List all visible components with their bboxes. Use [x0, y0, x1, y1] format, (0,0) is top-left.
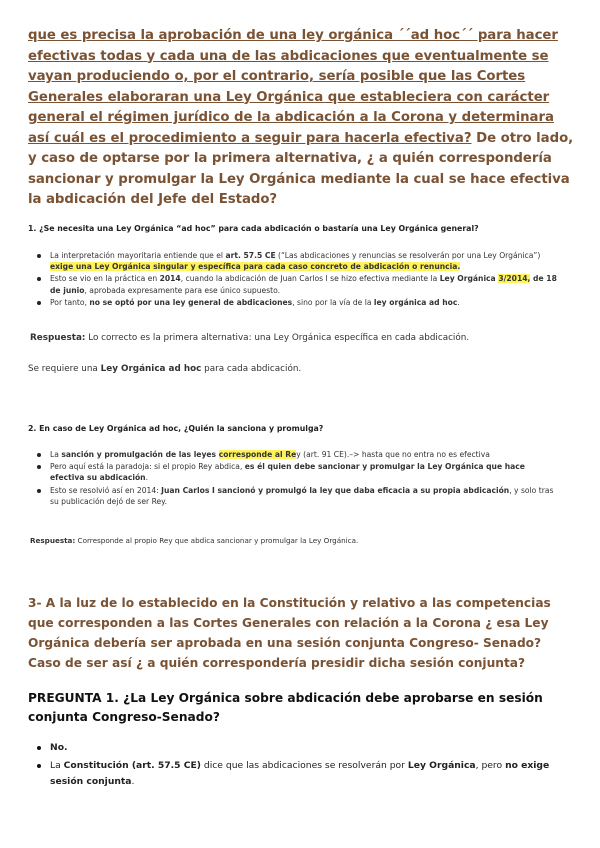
q2-answer: Respuesta: Corresponde al propio Rey que abdica sancionar y promulgar la Ley Orgánica.: [30, 536, 359, 545]
list-item: La Constitución (art. 57.5 CE) dice que las abdicaciones se resolverán por Ley Orgánica, pero no exige sesión conjunta.: [28, 758, 568, 790]
highlighted-text: 3/2014,: [498, 274, 531, 284]
list-item: No.: [28, 740, 568, 756]
bullet-icon: [37, 746, 41, 750]
intro-underlined-text: que es precisa la aprobación de una ley orgánica ´´ad hoc´´ para hacer efectivas todas y cada una de las abdicaciones que eventualmente se vayan produciendo o, por el contrario, sería posible que las Cortes Generales elaboraran una Ley Orgánica que estableciera con carácter general el régimen jurídico de la abdicación a la Corona y determinara así cuál es el procedimiento a seguir para hacerla efectiva?: [28, 28, 558, 146]
list-item: La sanción y promulgación de las leyes corresponde al Rey (art. 91 CE).–> hasta que no entra no es efectiva: [28, 449, 558, 460]
list-item: Esto se resolvió así en 2014: Juan Carlos I sancionó y promulgó la ley que daba eficacia a su propia abdicación, y solo tras su publicación dejó de ser Rey.: [28, 485, 558, 507]
bullet-icon: [37, 489, 41, 493]
bullet-icon: [37, 254, 41, 258]
highlighted-text: corresponde al Re: [218, 450, 297, 459]
bullet-icon: [37, 764, 41, 768]
bullet-icon: [37, 465, 41, 469]
bullet-icon: [37, 301, 41, 305]
pregunta1-bullet-list: [28, 740, 568, 790]
answer-label: Respuesta:: [30, 536, 76, 545]
q1-answer: Respuesta: Lo correcto es la primera alternativa: una Ley Orgánica específica en cada abdicación.: [30, 333, 470, 343]
bullet-icon: [37, 277, 41, 281]
list-item: Pero aquí está la paradoja: si el propio Rey abdica, es él quien debe sancionar y promulgar la Ley Orgánica que hace efectiva su abdicación.: [28, 461, 558, 483]
q1-bullet-list: [28, 250, 558, 308]
answer-label: Respuesta:: [30, 333, 86, 343]
highlighted-text: exige una Ley Orgánica singular y específica para cada caso concreto de abdicación o renuncia.: [50, 262, 461, 272]
list-item: Esto se vio en la práctica en 2014, cuando la abdicación de Juan Carlos I se hizo efectiva mediante la Ley Orgánica 3/2014, de 18 de junio, aprobada expresamente para ese único supuesto.: [28, 273, 558, 295]
q3-question: 3- A la luz de lo establecido en la Constitución y relativo a las competencias que corresponden a las Cortes Generales con relación a la Corona ¿ esa Ley Orgánica debería ser aprobada en una sesión conjunta Congreso- Senado? Caso de ser así ¿ a quién correspondería presidir dicha sesión conjunta?: [28, 596, 551, 670]
q2-bullet-list: [28, 449, 558, 507]
intro-rest-text: De otro lado, y caso de optarse por la primera alternativa, ¿ a quién correspondería sancionar y promulgar la Ley Orgánica mediante la cual se hace efectiva la abdicación del Jefe del Estado?: [28, 130, 574, 207]
list-item: Por tanto, no se optó por una ley general de abdicaciones, sino por la vía de la ley orgánica ad hoc.: [28, 297, 558, 308]
list-item: La interpretación mayoritaria entiende que el art. 57.5 CE (“Las abdicaciones y renuncias se resolverán por una Ley Orgánica”) exige una Ley Orgánica singular y específica para cada caso concreto de abdicación o renuncia.: [28, 250, 558, 272]
question-intro: [28, 26, 578, 211]
q1-requirement: Se requiere una Ley Orgánica ad hoc para cada abdicación.: [28, 364, 302, 374]
q2-heading: 2. En caso de Ley Orgánica ad hoc, ¿Quién la sanciona y promulga?: [28, 424, 324, 433]
bullet-icon: [37, 453, 41, 457]
q1-heading: 1. ¿Se necesita una Ley Orgánica “ad hoc” para cada abdicación o bastaría una Ley Orgánica general?: [28, 224, 479, 233]
pregunta1-heading: PREGUNTA 1. ¿La Ley Orgánica sobre abdicación debe aprobarse en sesión conjunta Congreso-Senado?: [28, 691, 543, 724]
